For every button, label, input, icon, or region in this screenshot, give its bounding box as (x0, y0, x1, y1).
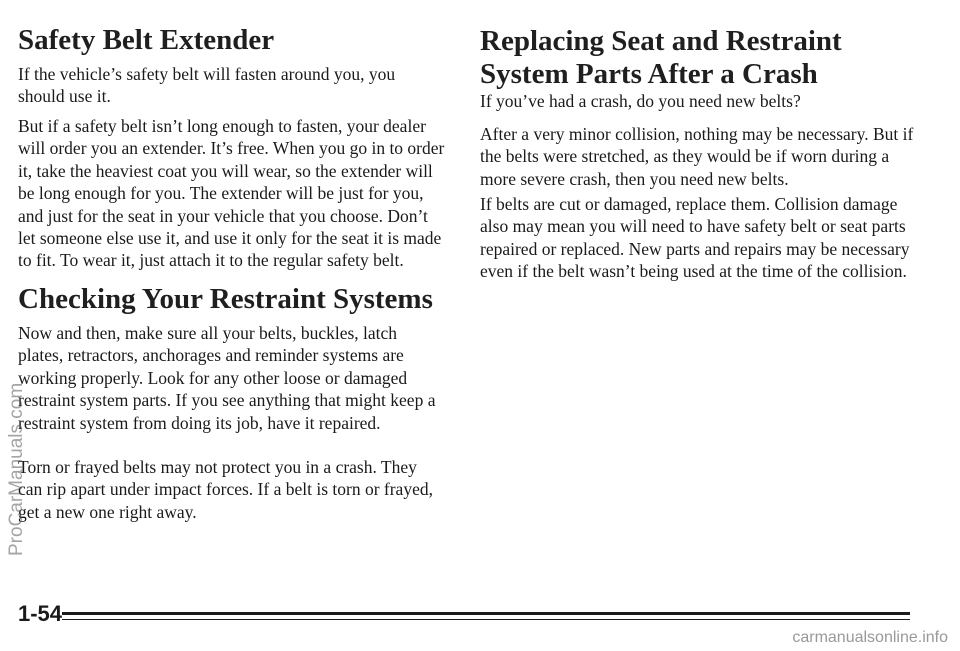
watermark-vertical: ProCarManuals.com (6, 382, 27, 556)
paragraph-extender-details: But if a safety belt isn’t long enough to fasten, your dealer will order you an extender. It’s free. When you go in to order it, take the heaviest coat you will wear, so the extender will be long enough for you. The extender will be just for you, and just for the seat in your vehicle that you choose. Don’t let someone else use it, and use it only for the seat it is made to fit. To wear it, just attach it to the regular safety belt. (18, 116, 445, 271)
section-heading-checking-restraint-systems: Checking Your Restraint Systems (18, 283, 433, 315)
footer-rule-thin (62, 619, 910, 620)
paragraph-torn-belts: Torn or frayed belts may not protect you in a crash. They can rip apart under impact forces. If a belt is torn or frayed, get a new one right away. (18, 457, 433, 522)
footer-rule-thick (62, 612, 910, 615)
paragraph-damaged-belts: If belts are cut or damaged, replace them. Collision damage also may mean you will need to have safety belt or seat parts repaired or replaced. New parts and repairs may be necessary even if the belt wasn’t being used at the time of the collision. (480, 194, 910, 282)
paragraph-checking-systems: Now and then, make sure all your belts, buckles, latch plates, retractors, anchorages and reminder systems are working properly. Look for any other loose or damaged restraint system parts. If you see anything that might keep a restraint system from doing its job, have it repaired. (18, 323, 436, 433)
page-number: 1-54 (18, 601, 63, 626)
paragraph-extender-intro: If the vehicle’s safety belt will fasten around you, you should use it. (18, 64, 396, 107)
watermark-site: carmanualsonline.info (792, 629, 948, 646)
paragraph-crash-question: If you’ve had a crash, do you need new belts? (480, 91, 801, 111)
section-heading-safety-belt-extender: Safety Belt Extender (18, 24, 275, 56)
section-heading-replacing-parts: Replacing Seat and Restraint System Parts After a Crash (480, 25, 842, 90)
paragraph-minor-collision: After a very minor collision, nothing may be necessary. But if the belts were stretched, as they would be if worn during a more severe crash, then you need new belts. (480, 124, 914, 189)
